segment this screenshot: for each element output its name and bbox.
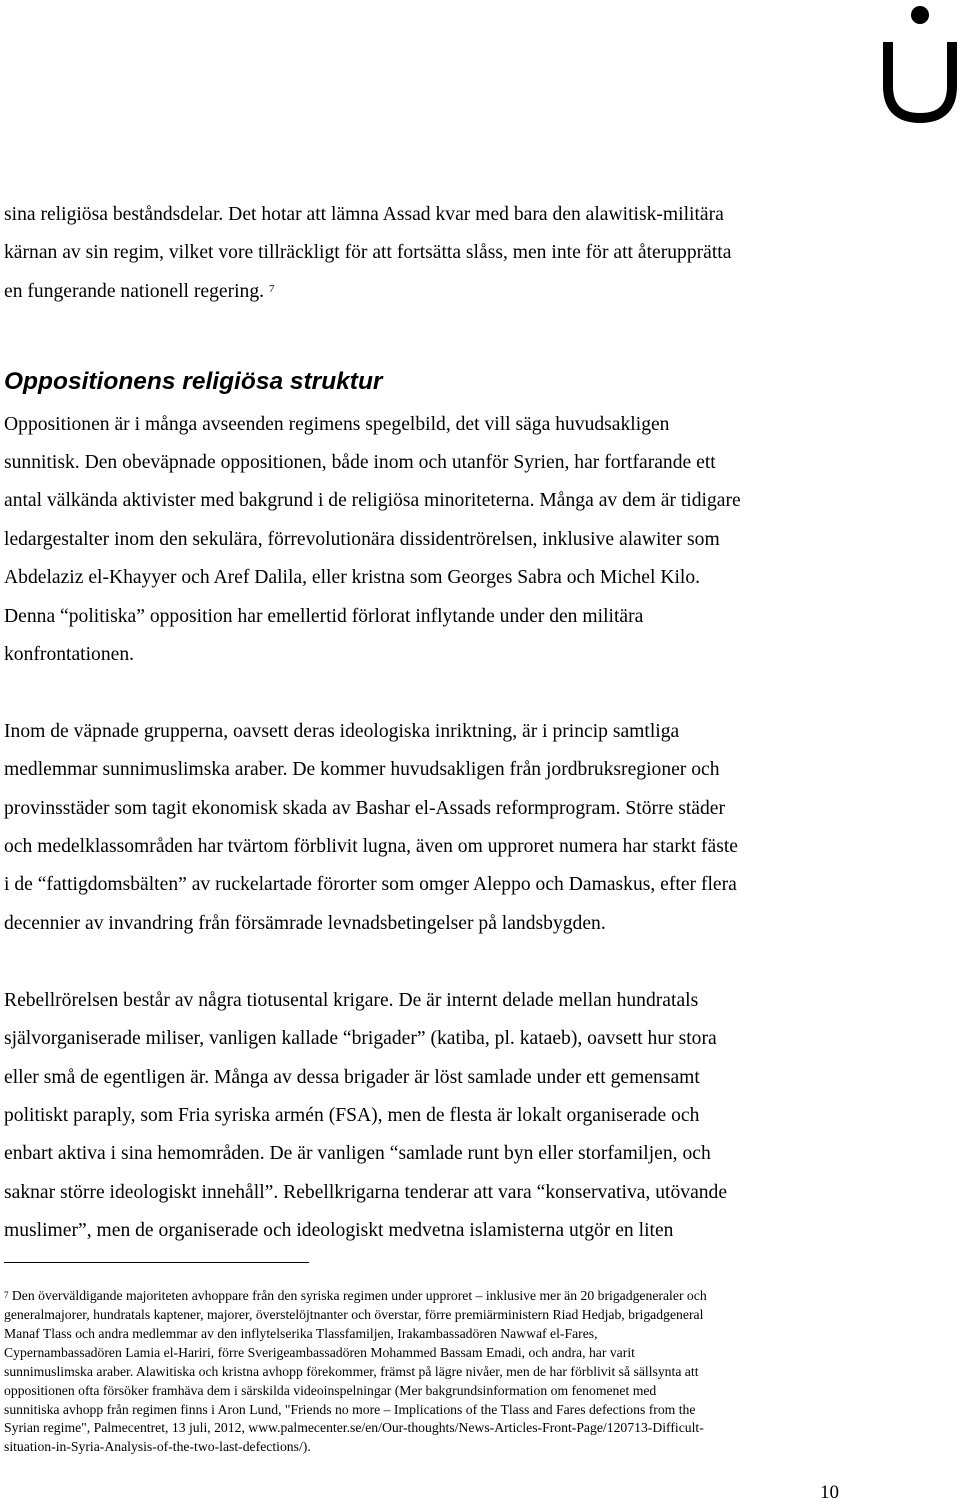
footnote-line: $^7$ Den överväldigande majoriteten avhoppare från den syriska regimen under upproret – inklusive mer än 20 brigadgeneraler och: [4, 1288, 707, 1303]
section-heading: Oppositionens religiösa struktur: [4, 368, 383, 395]
body-text-line: politiskt paraply, som Fria syriska armén (FSA), men de flesta är lokalt organiserade och: [4, 1105, 700, 1126]
footnote-line: Manaf Tlass och andra medlemmar av den inflytelserika Tlassfamiljen, Irakambassadören Nawwaf el-Fares,: [4, 1326, 598, 1341]
body-text-line: Rebellrörelsen består av några tiotusental krigare. De är internt delade mellan hundratals: [4, 990, 699, 1011]
body-text-line: i de “fattigdomsbälten” av ruckelartade förorter som omger Aleppo och Damaskus, efter flera: [4, 874, 737, 895]
body-text-line: medlemmar sunnimuslimska araber. De kommer huvudsakligen från jordbruksregioner och: [4, 759, 720, 780]
body-text-line: Denna “politiska” opposition har emellertid förlorat inflytande under den militära: [4, 606, 644, 627]
body-text-line: Inom de väpnade grupperna, oavsett deras ideologiska inriktning, är i princip samtliga: [4, 721, 680, 742]
footnote-line: generalmajorer, hundratals kaptener, majorer, överstelöjtnanter och överstar, förre premiärministern Riad Hedjab, brigadgeneral: [4, 1307, 704, 1322]
body-text-line: en fungerande nationell regering. $^7$: [4, 281, 275, 302]
footnote-line: sunnitiska avhopp från regimen finns i Aron Lund, "Friends no more – Implications of the Tlass and Fares defections from the: [4, 1402, 696, 1417]
body-text-line: ledargestalter inom den sekulära, förrevolutionära dissidentrörelsen, inklusive alawiter som: [4, 529, 720, 550]
footnote-ref[interactable]: 7: [268, 283, 275, 295]
body-text-line: Abdelaziz el-Khayyer och Aref Dalila, eller kristna som Georges Sabra och Michel Kilo.: [4, 567, 701, 588]
body-text-line: kärnan av sin regim, vilket vore tillräckligt för att fortsätta slåss, men inte för att återupprätta: [4, 242, 732, 263]
body-text-line: decennier av invandring från försämrade levnadsbetingelser på landsbygden.: [4, 913, 606, 934]
body-text-line: antal välkända aktivister med bakgrund i de religiösa minoriteterna. Många av dem är tidigare: [4, 490, 741, 511]
footnote-line: situation-in-Syria-Analysis-of-the-two-last-defections/).: [4, 1439, 311, 1454]
body-text-line: och medelklassområden har tvärtom förblivit lugna, även om upproret numera har starkt fäste: [4, 836, 738, 857]
page-number: 10: [820, 1482, 839, 1503]
body-text-line: enbart aktiva i sina hemområden. De är vanligen “samlade runt byn eller storfamiljen, och: [4, 1143, 711, 1164]
body-text-line: eller små de egentligen är. Många av dessa brigader är löst samlade under ett gemensamt: [4, 1067, 700, 1088]
body-text-line: saknar större ideologiskt innehåll”. Rebellkrigarna tenderar att vara “konservativa, utövande: [4, 1182, 728, 1203]
body-text-line: sunnitisk. Den obeväpnade oppositionen, både inom och utanför Syrien, har fortfarande ett: [4, 452, 716, 473]
body-text-line: självorganiserade miliser, vanligen kallade “brigader” (katiba, pl. kataeb), oavsett hur stora: [4, 1028, 717, 1049]
footnote-line: sunnimuslimska araber. Alawitiska och kristna avhopp förekommer, främst på lägre nivåer, men de har förblivit så sällsynta att: [4, 1364, 699, 1379]
body-text-line: sina religiösa beståndsdelar. Det hotar att lämna Assad kvar med bara den alawitisk-militära: [4, 204, 724, 225]
body-text-line: konfrontationen.: [4, 644, 135, 665]
footnote-line: oppositionen ofta försöker framhäva dem i särskilda videoinspelningar (Mer bakgrundsinformation om fenomenet med: [4, 1383, 657, 1398]
footnote-line: Syrian regime", Palmecentret, 13 juli, 2012, www.palmecenter.se/en/Our-thoughts/News-Articles-Front-Page/120713-Difficult-: [4, 1420, 704, 1435]
footnote-line: Cypernambassadören Lamia el-Hariri, förre Sverigeambassadören Mohammed Bassam Emadi, och andra, har varit: [4, 1345, 635, 1360]
body-text-line: Oppositionen är i många avseenden regimens spegelbild, det vill säga huvudsakligen: [4, 414, 670, 435]
body-text-line: muslimer”, men de organiserade och ideologiskt medvetna islamisterna utgör en liten: [4, 1220, 674, 1241]
u-logo-icon: [878, 2, 960, 124]
footnote-separator: [4, 1262, 309, 1263]
body-text-line: provinsstäder som tagit ekonomisk skada av Bashar el-Assads reformprogram. Större städer: [4, 798, 725, 819]
footnote-number: 7: [4, 1290, 9, 1300]
